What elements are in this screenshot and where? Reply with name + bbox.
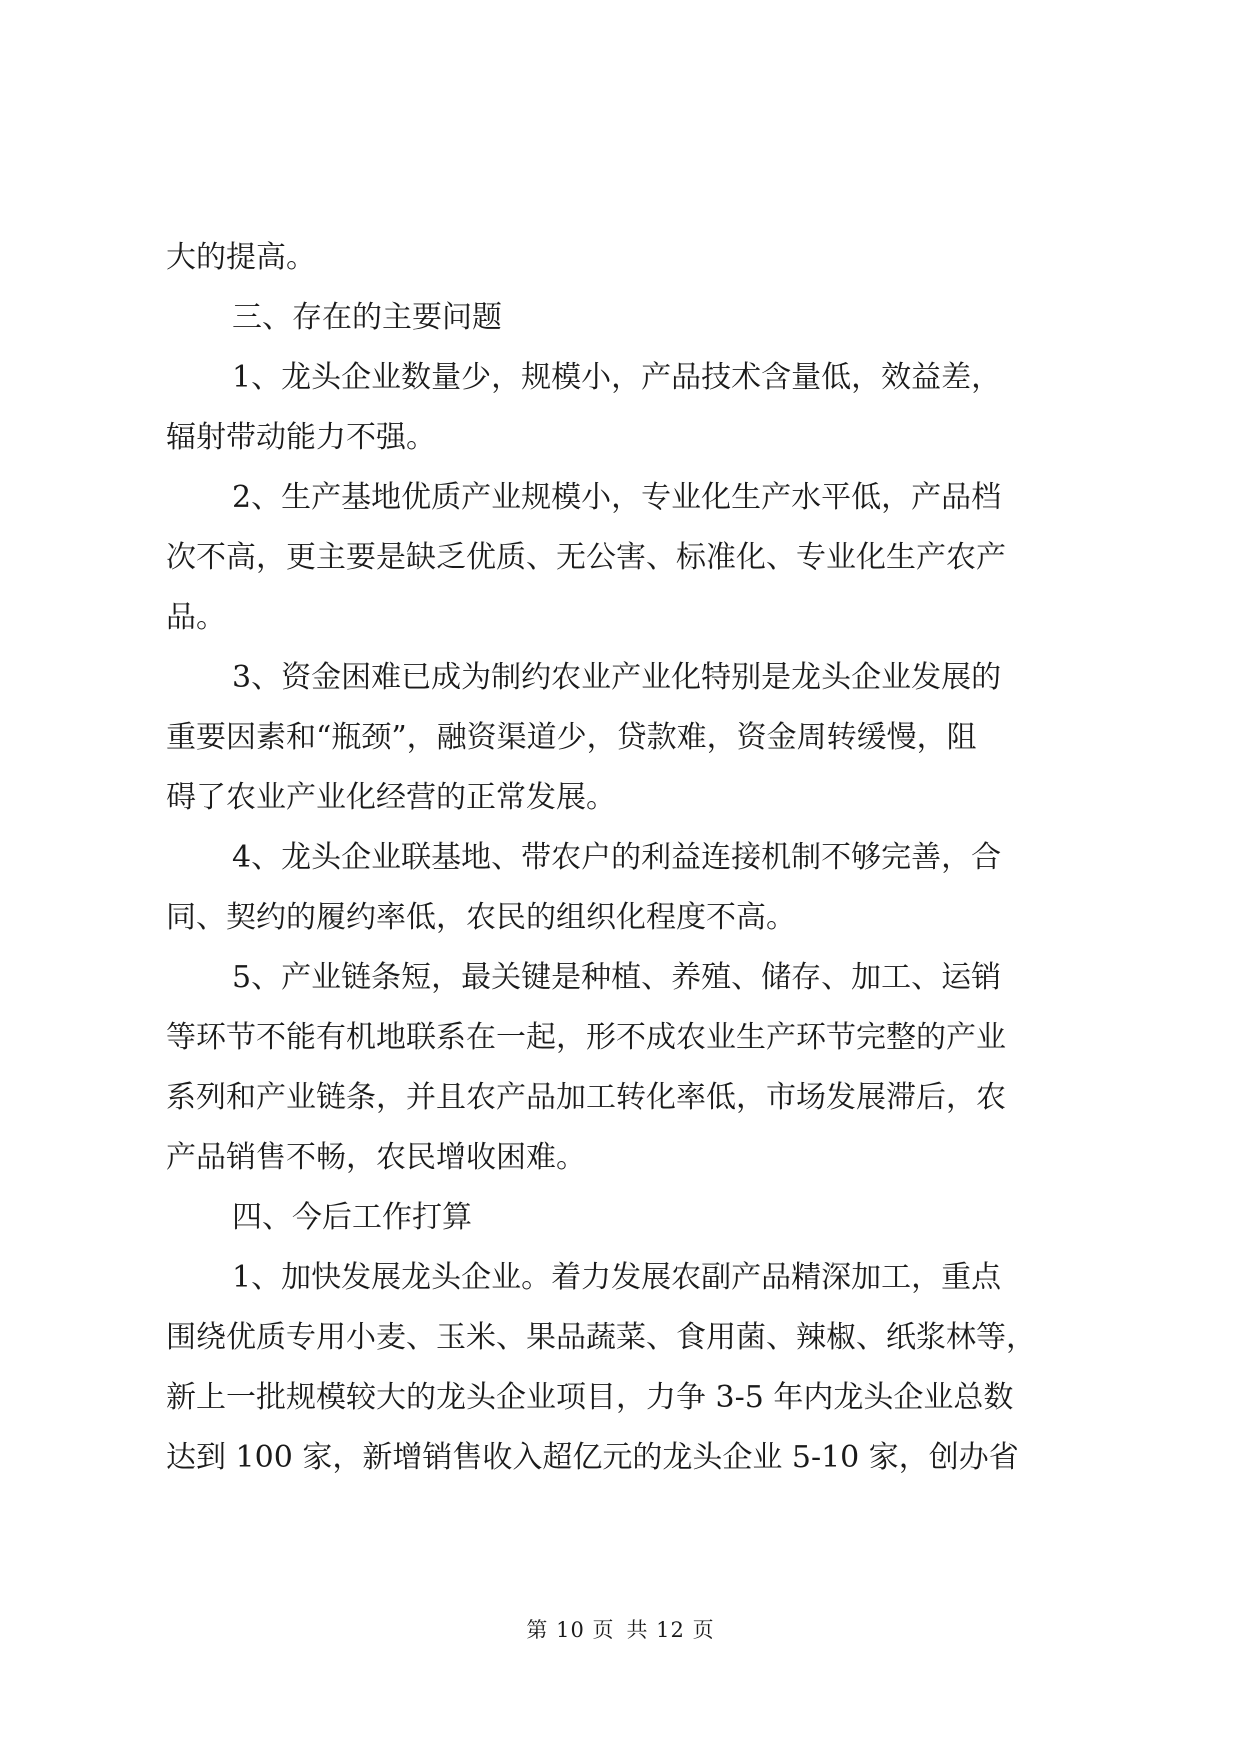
text-line: 大的提高。 <box>166 240 316 275</box>
text-line: 次不高，更主要是缺乏优质、无公害、标准化、专业化生产农产 <box>166 540 1006 575</box>
text-line: 围绕优质专用小麦、玉米、果品蔬菜、食用菌、辣椒、纸浆林等， <box>166 1320 1036 1355</box>
text-line: 同、契约的履约率低，农民的组织化程度不高。 <box>166 900 796 935</box>
text-line: 达到 100 家，新增销售收入超亿元的龙头企业 5-10 家，创办省 <box>166 1440 1019 1475</box>
text-line: 新上一批规模较大的龙头企业项目，力争 3-5 年内龙头企业总数 <box>166 1380 1014 1415</box>
text-line: 碍了农业产业化经营的正常发展。 <box>166 780 616 815</box>
text-line: 5、产业链条短，最关键是种植、养殖、储存、加工、运销 <box>232 960 1002 995</box>
text-line: 辐射带动能力不强。 <box>166 420 436 455</box>
page-total: 共 12 页 <box>626 1618 715 1642</box>
text-line: 2、生产基地优质产业规模小，专业化生产水平低，产品档 <box>232 480 1002 515</box>
page-footer <box>0 1614 1241 1644</box>
text-line: 重要因素和“瓶颈”，融资渠道少，贷款难，资金周转缓慢，阻 <box>166 720 977 755</box>
text-line: 三、存在的主要问题 <box>232 300 502 335</box>
text-line: 品。 <box>166 600 226 635</box>
text-line: 产品销售不畅，农民增收困难。 <box>166 1140 586 1175</box>
document-body <box>166 228 1081 1488</box>
text-line: 1、龙头企业数量少，规模小，产品技术含量低，效益差， <box>232 360 1002 395</box>
text-line: 4、龙头企业联基地、带农户的利益连接机制不够完善，合 <box>232 840 1002 875</box>
text-line: 3、资金困难已成为制约农业产业化特别是龙头企业发展的 <box>232 660 1002 695</box>
text-line: 系列和产业链条，并且农产品加工转化率低，市场发展滞后，农 <box>166 1080 1006 1115</box>
text-line: 等环节不能有机地联系在一起，形不成农业生产环节完整的产业 <box>166 1020 1006 1055</box>
text-line: 1、加快发展龙头企业。着力发展农副产品精深加工，重点 <box>232 1260 1002 1295</box>
page-number: 第 10 页 <box>526 1618 615 1642</box>
text-line: 四、今后工作打算 <box>232 1200 472 1235</box>
